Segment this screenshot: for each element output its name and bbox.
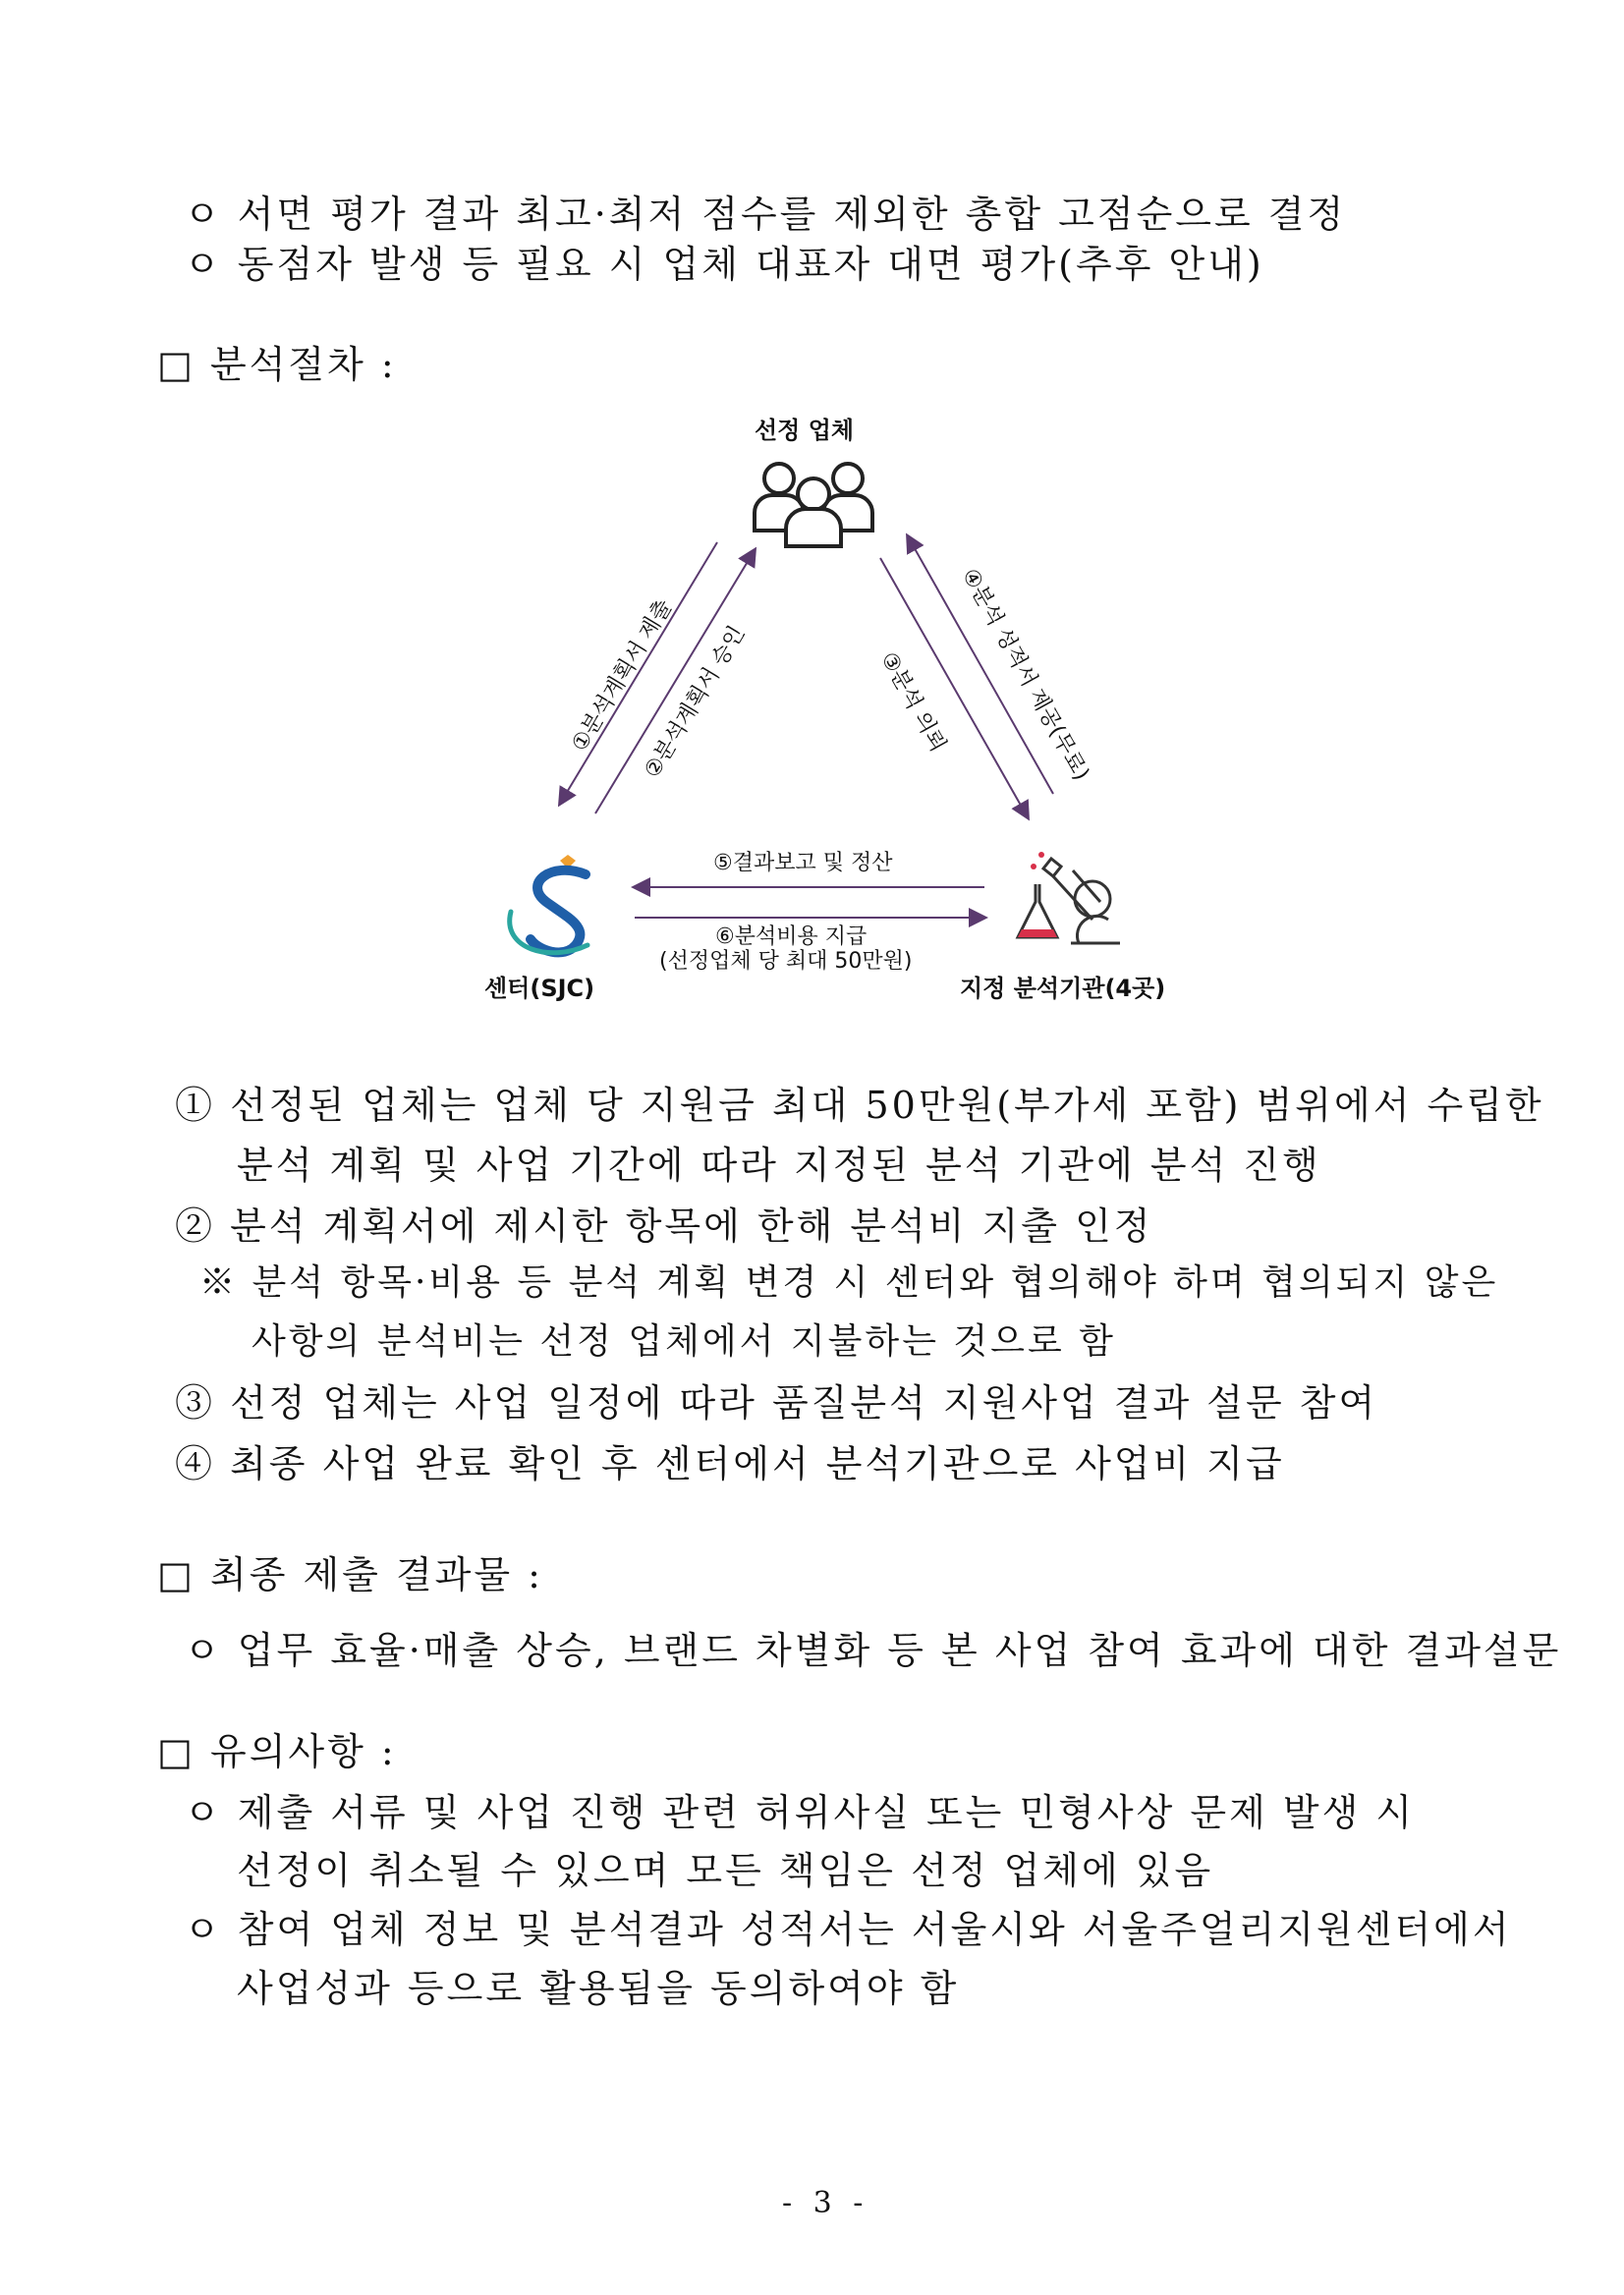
eval-bullet-2: ㅇ 동점자 발생 등 필요 시 업체 대표자 대면 평가(추후 안내) xyxy=(184,243,1264,286)
note-2: ㅇ 참여 업체 정보 및 분석결과 성적서는 서울시와 서울주얼리지원센터에서 xyxy=(184,1908,1512,1951)
section-result-heading: □ 최종 제출 결과물 : xyxy=(157,1553,543,1596)
procedure-item-2: ② 분석 계획서에 제시한 항목에 한해 분석비 지출 인정 xyxy=(175,1204,1153,1248)
microscope-icon xyxy=(1018,852,1120,943)
node-selected-company: 선정 업체 xyxy=(755,417,855,444)
arrow-3-label: ③분석 의뢰 xyxy=(875,647,951,756)
sjc-logo xyxy=(510,855,588,953)
procedure-item-3: ③ 선정 업체는 사업 일정에 따라 품질분석 지원사업 결과 설문 참여 xyxy=(175,1381,1378,1425)
arrow-6-label: ⑥분석비용 지급 xyxy=(715,924,868,949)
procedure-note-cont: 사항의 분석비는 선정 업체에서 지불하는 것으로 함 xyxy=(252,1321,1116,1362)
note-2-cont: 사업성과 등으로 활용됨을 동의하여야 함 xyxy=(237,1967,960,2010)
arrow-4-label: ④분석 성적서 제공(무료) xyxy=(956,564,1094,785)
diagram-graphics xyxy=(0,0,1624,1032)
arrow-5-label: ⑤결과보고 및 정산 xyxy=(713,851,893,875)
note-1-cont: 선정이 취소될 수 있으며 모든 책임은 선정 업체에 있음 xyxy=(237,1849,1214,1892)
eval-bullet-1: ㅇ 서면 평가 결과 최고·최저 점수를 제외한 총합 고점순으로 결정 xyxy=(184,193,1347,236)
people-icon xyxy=(755,464,872,546)
node-center-sjc: 센터(SJC) xyxy=(484,975,595,1002)
procedure-item-1-cont: 분석 계획 및 사업 기간에 따라 지정된 분석 기관에 분석 진행 xyxy=(237,1144,1321,1187)
arrow-6-note: (선정업체 당 최대 50만원) xyxy=(659,949,913,974)
note-1: ㅇ 제출 서류 및 사업 진행 관련 허위사실 또는 민형사상 문제 발생 시 xyxy=(184,1791,1416,1834)
arrow-1-label: ①분석계획서 제출 xyxy=(567,595,678,756)
result-bullet: ㅇ 업무 효율·매출 상승, 브랜드 차별화 등 본 사업 참여 효과에 대한 결과설문 xyxy=(184,1629,1562,1672)
section-notes-heading: □ 유의사항 : xyxy=(157,1730,397,1773)
procedure-item-4: ④ 최종 사업 완료 확인 후 센터에서 분석기관으로 사업비 지급 xyxy=(175,1442,1285,1485)
section-procedure-heading: □ 분석절차 : xyxy=(157,343,397,386)
page-number: - 3 - xyxy=(782,2186,869,2220)
procedure-diagram xyxy=(0,0,1624,1032)
node-analysis-institution: 지정 분석기관(4곳) xyxy=(960,975,1166,1002)
procedure-note: ※ 분석 항목·비용 등 분석 계획 변경 시 센터와 협의해야 하며 협의되지 않은 xyxy=(199,1262,1499,1303)
procedure-item-1: ① 선정된 업체는 업체 당 지원금 최대 50만원(부가세 포함) 범위에서 수립한 xyxy=(175,1084,1544,1127)
arrow-2-label: ②분석계획서 승인 xyxy=(640,622,751,783)
